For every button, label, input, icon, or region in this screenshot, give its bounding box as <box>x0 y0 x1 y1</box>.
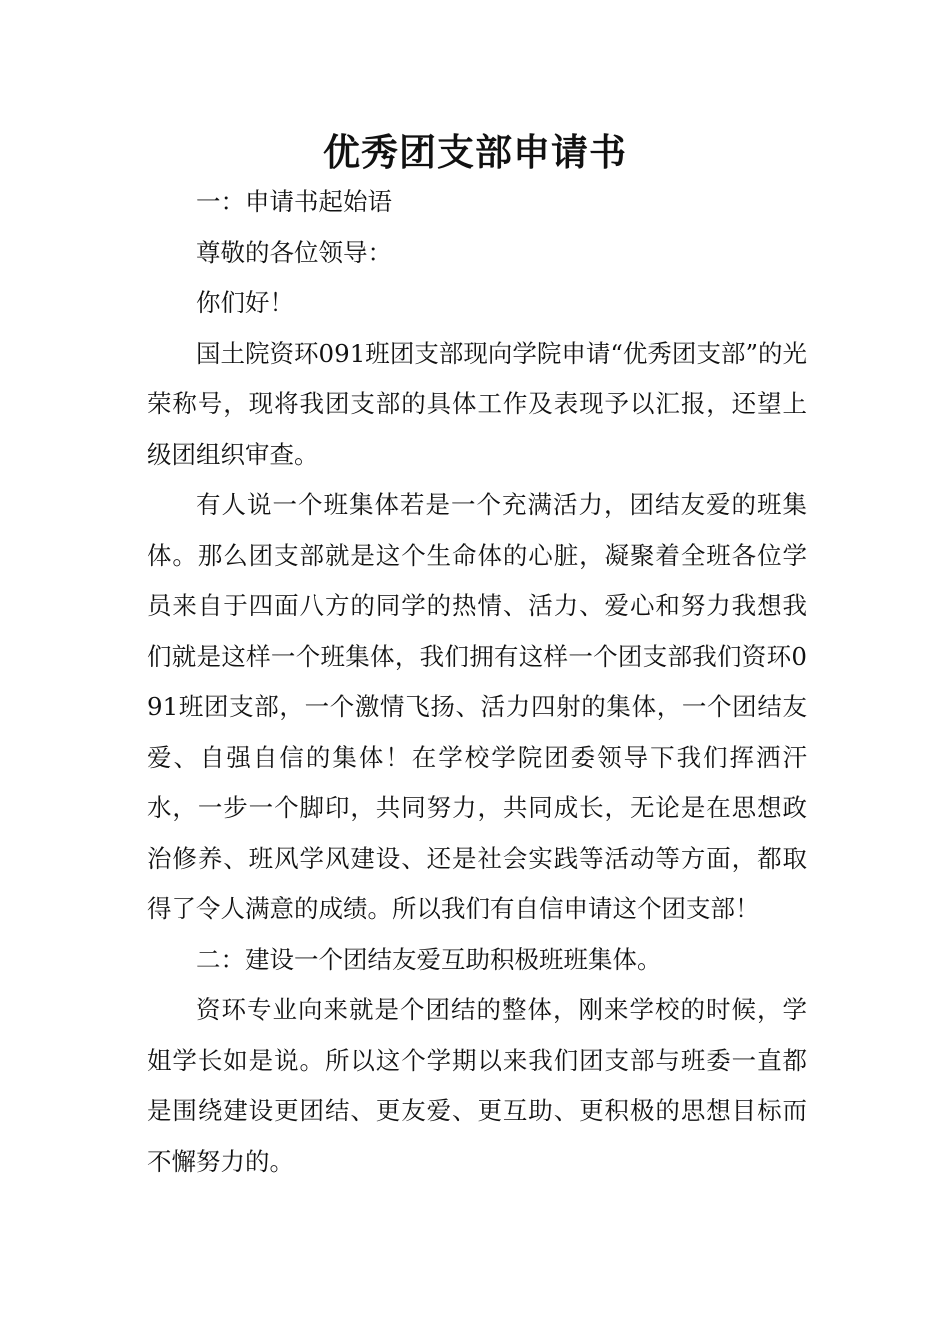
greeting: 你们好！ <box>196 288 294 317</box>
paragraph-application: 国土院资环091班团支部现向学院申请“优秀团支部”的光荣称号，现将我团支部的具体工作及表现予以汇报，还望上级团组织审查。 <box>147 338 807 469</box>
document-title: 优秀团支部申请书 <box>323 130 627 174</box>
paragraph-class-description: 有人说一个班集体若是一个充满活力，团结友爱的班集体。那么团支部就是这个生命体的心脏，凝聚着全班各位学员来自于四面八方的同学的热情、活力、爱心和努力我想我们就是这样一个班集体，我们拥有这样一个团支部我们资环091班团支部，一个激情飞扬、活力四射的集体，一个团结友爱、自强自信的集体！在学校学院团委领导下我们挥洒汗水，一步一个脚印，共同努力，共同成长，无论是在思想政治修养、班风学风建设、还是社会实践等活动等方面，都取得了令人满意的成绩。所以我们有自信申请这个团支部！ <box>147 490 807 923</box>
document-body <box>147 177 807 1187</box>
section-heading-1: 一：申请书起始语 <box>196 187 392 216</box>
paragraph-unity: 资环专业向来就是个团结的整体，刚来学校的时候，学姐学长如是说。所以这个学期以来我们团支部与班委一直都是围绕建设更团结、更友爱、更互助、更积极的思想目标而不懈努力的。 <box>147 995 807 1176</box>
salutation: 尊敬的各位领导： <box>196 237 392 267</box>
section-heading-2: 二：建设一个团结友爱互助积极班班集体。 <box>196 944 662 974</box>
